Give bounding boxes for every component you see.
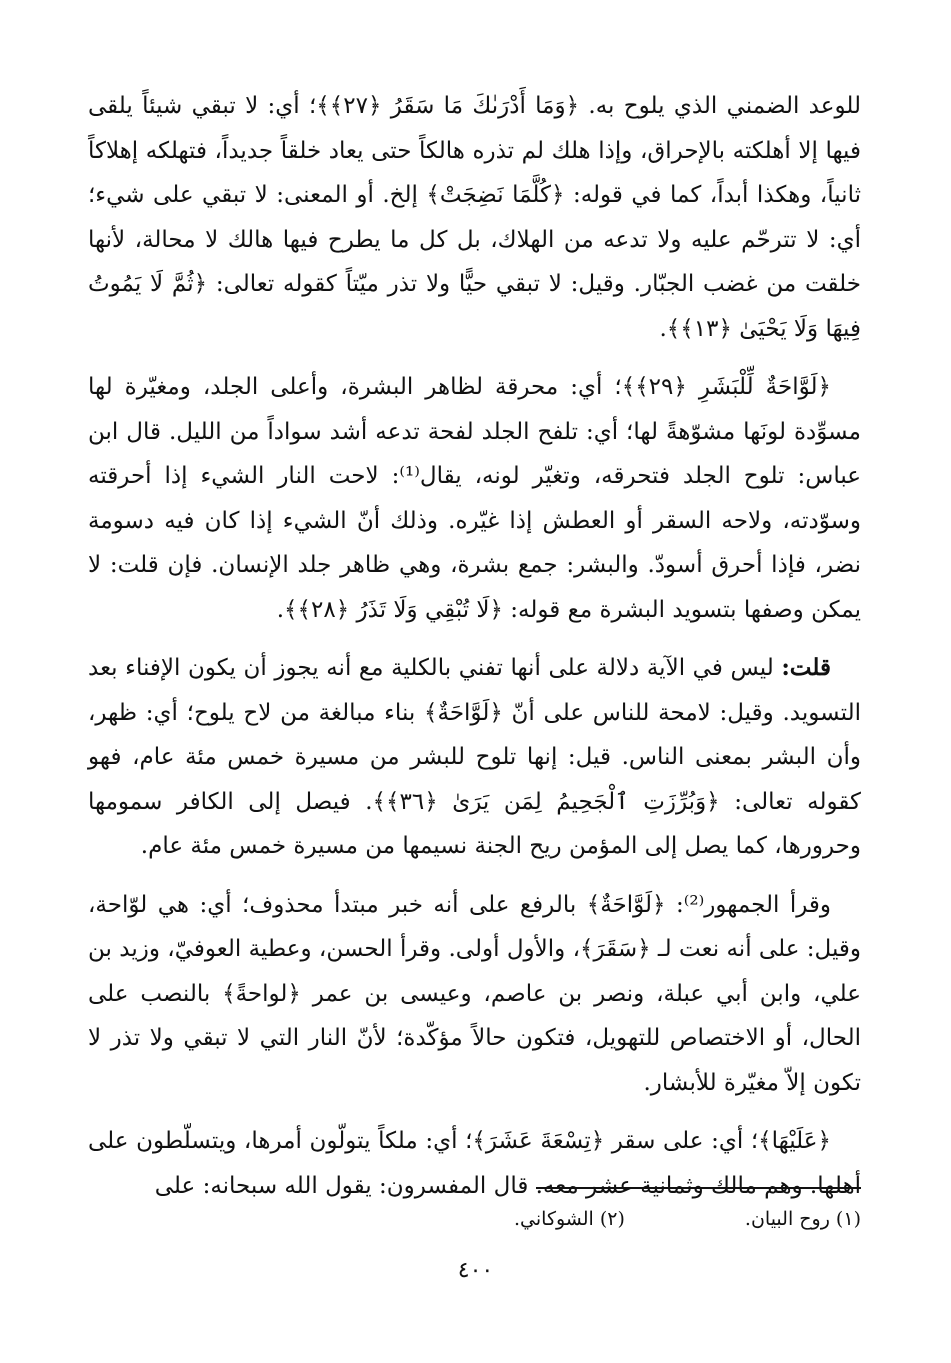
paragraph-1-text: للوعد الضمني الذي يلوح به. ﴿وَمَا أَدْرَىٰكَ مَا سَقَرُ ﴿٢٧﴾﴾؛ أي: لا تبقي شيئاً يلقى فيها إلا أهلكته بالإحراق، وإذا هلك لم تذره هالكاً حتى يعاد خلقاً جديداً، فتهلكه إهلاكاً ثانياً، وهكذا أبداً، كما في قوله: ﴿كُلَّمَا نَضِجَتْ﴾ إلخ. أو المعنى: لا تبقي على شيء؛ أي: لا تترحّم عليه ولا تدعه من الهلاك، بل كل ما يطرح فيها هالك لا محالة، لأنها خلقت من غضب الجبّار. وقيل: لا تبقي حيًّا ولا تذر ميّتاً كقوله تعالى: ﴿ثُمَّ لَا يَمُوتُ فِيهَا وَلَا يَحْيَىٰ ﴿١٣﴾﴾. bbox=[88, 93, 861, 342]
paragraph-4-text: وقرأ الجمهور⁽²⁾: ﴿لَوَّاحَةٌ﴾ بالرفع على أنه خبر مبتدأ محذوف؛ أي: هي لوّاحة، وقيل: على أنه نعت لـ ﴿سَقَرَ﴾، والأول أولى. وقرأ الحسن، وعطية العوفيّ، وزيد بن علي، وابن أبي عبلة، ونصر بن عاصم، وعيسى بن عمر ﴿لواحةً﴾ بالنصب على الحال، أو الاختصاص للتهويل، فتكون حالاً مؤكّدة؛ لأنّ النار التي لا تبقي ولا تذر لا تكون إلاّ مغيّرة للأبشار. bbox=[88, 891, 861, 1096]
paragraph-3-text: ليس في الآية دلالة على أنها تفني بالكلية مع أنه يجوز أن يكون الإفناء بعد التسويد. وقيل: لامحة للناس على أنّ ﴿لَوَّاحَةٌ﴾ بناء مبالغة من لاح يلوح؛ أي: ظهر، وأن البشر بمعنى الناس. قيل: إنها تلوح للبشر من مسيرة خمس مئة عام، فهو كقوله تعالى: ﴿وَبُرِّزَتِ ٱلْجَحِيمُ لِمَن يَرَىٰ ﴿٣٦﴾﴾. فيصل إلى الكافر سمومها وحرورها، كما يصل إلى المؤمن ريح الجنة نسيمها من مسيرة خمس مئة عام. bbox=[88, 655, 861, 859]
footnote-1: (١) روح البيان. bbox=[744, 1208, 861, 1230]
paragraph-5-text: ﴿عَلَيْهَا﴾؛ أي: على سقر ﴿تِسْعَةَ عَشَرَ﴾؛ أي: ملكاً يتولّون أمرها، ويتسلّطون على أهلها. وهم مالك وثمانية عشر معه. قال المفسرون: يقول الله سبحانه: على bbox=[88, 1128, 861, 1199]
page-number: ٤٠٠ bbox=[457, 1258, 494, 1283]
footnote-divider bbox=[536, 1187, 861, 1189]
paragraph-1 bbox=[88, 84, 861, 351]
paragraph-3-lead: قلت: bbox=[781, 654, 831, 681]
main-text bbox=[88, 84, 861, 1208]
footnotes bbox=[88, 1203, 861, 1235]
paragraph-5 bbox=[88, 1119, 861, 1208]
paragraph-3 bbox=[88, 646, 861, 869]
paragraph-2-text: ﴿لَوَّاحَةٌ لِّلْبَشَرِ ﴿٢٩﴾﴾؛ أي: محرقة لظاهر البشرة، وأعلى الجلد، ومغيّرة لها مسوِّدة لونَها مشوّهةً لها؛ أي: تلفح الجلد لفحة تدعه أشد سواداً من الليل. قال ابن عباس: تلوح الجلد فتحرقه، وتغيّر لونه، يقال⁽¹⁾: لاحت النار الشيء إذا أحرقته وسوّدته، ولاحه السقر أو العطش إذا غيّره. وذلك أنّ الشيء إذا كان فيه دسومة نضر، فإذا أحرق أسودّ. والبشر: جمع بشرة، وهي ظاهر جلد الإنسان. فإن قلت: لا يمكن وصفها بتسويد البشرة مع قوله: ﴿لَا تُبْقِي وَلَا تَذَرُ ﴿٢٨﴾﴾. bbox=[88, 374, 861, 623]
paragraph-2 bbox=[88, 365, 861, 632]
footnote-2: (٢) الشوكاني. bbox=[513, 1208, 625, 1230]
paragraph-4 bbox=[88, 883, 861, 1106]
